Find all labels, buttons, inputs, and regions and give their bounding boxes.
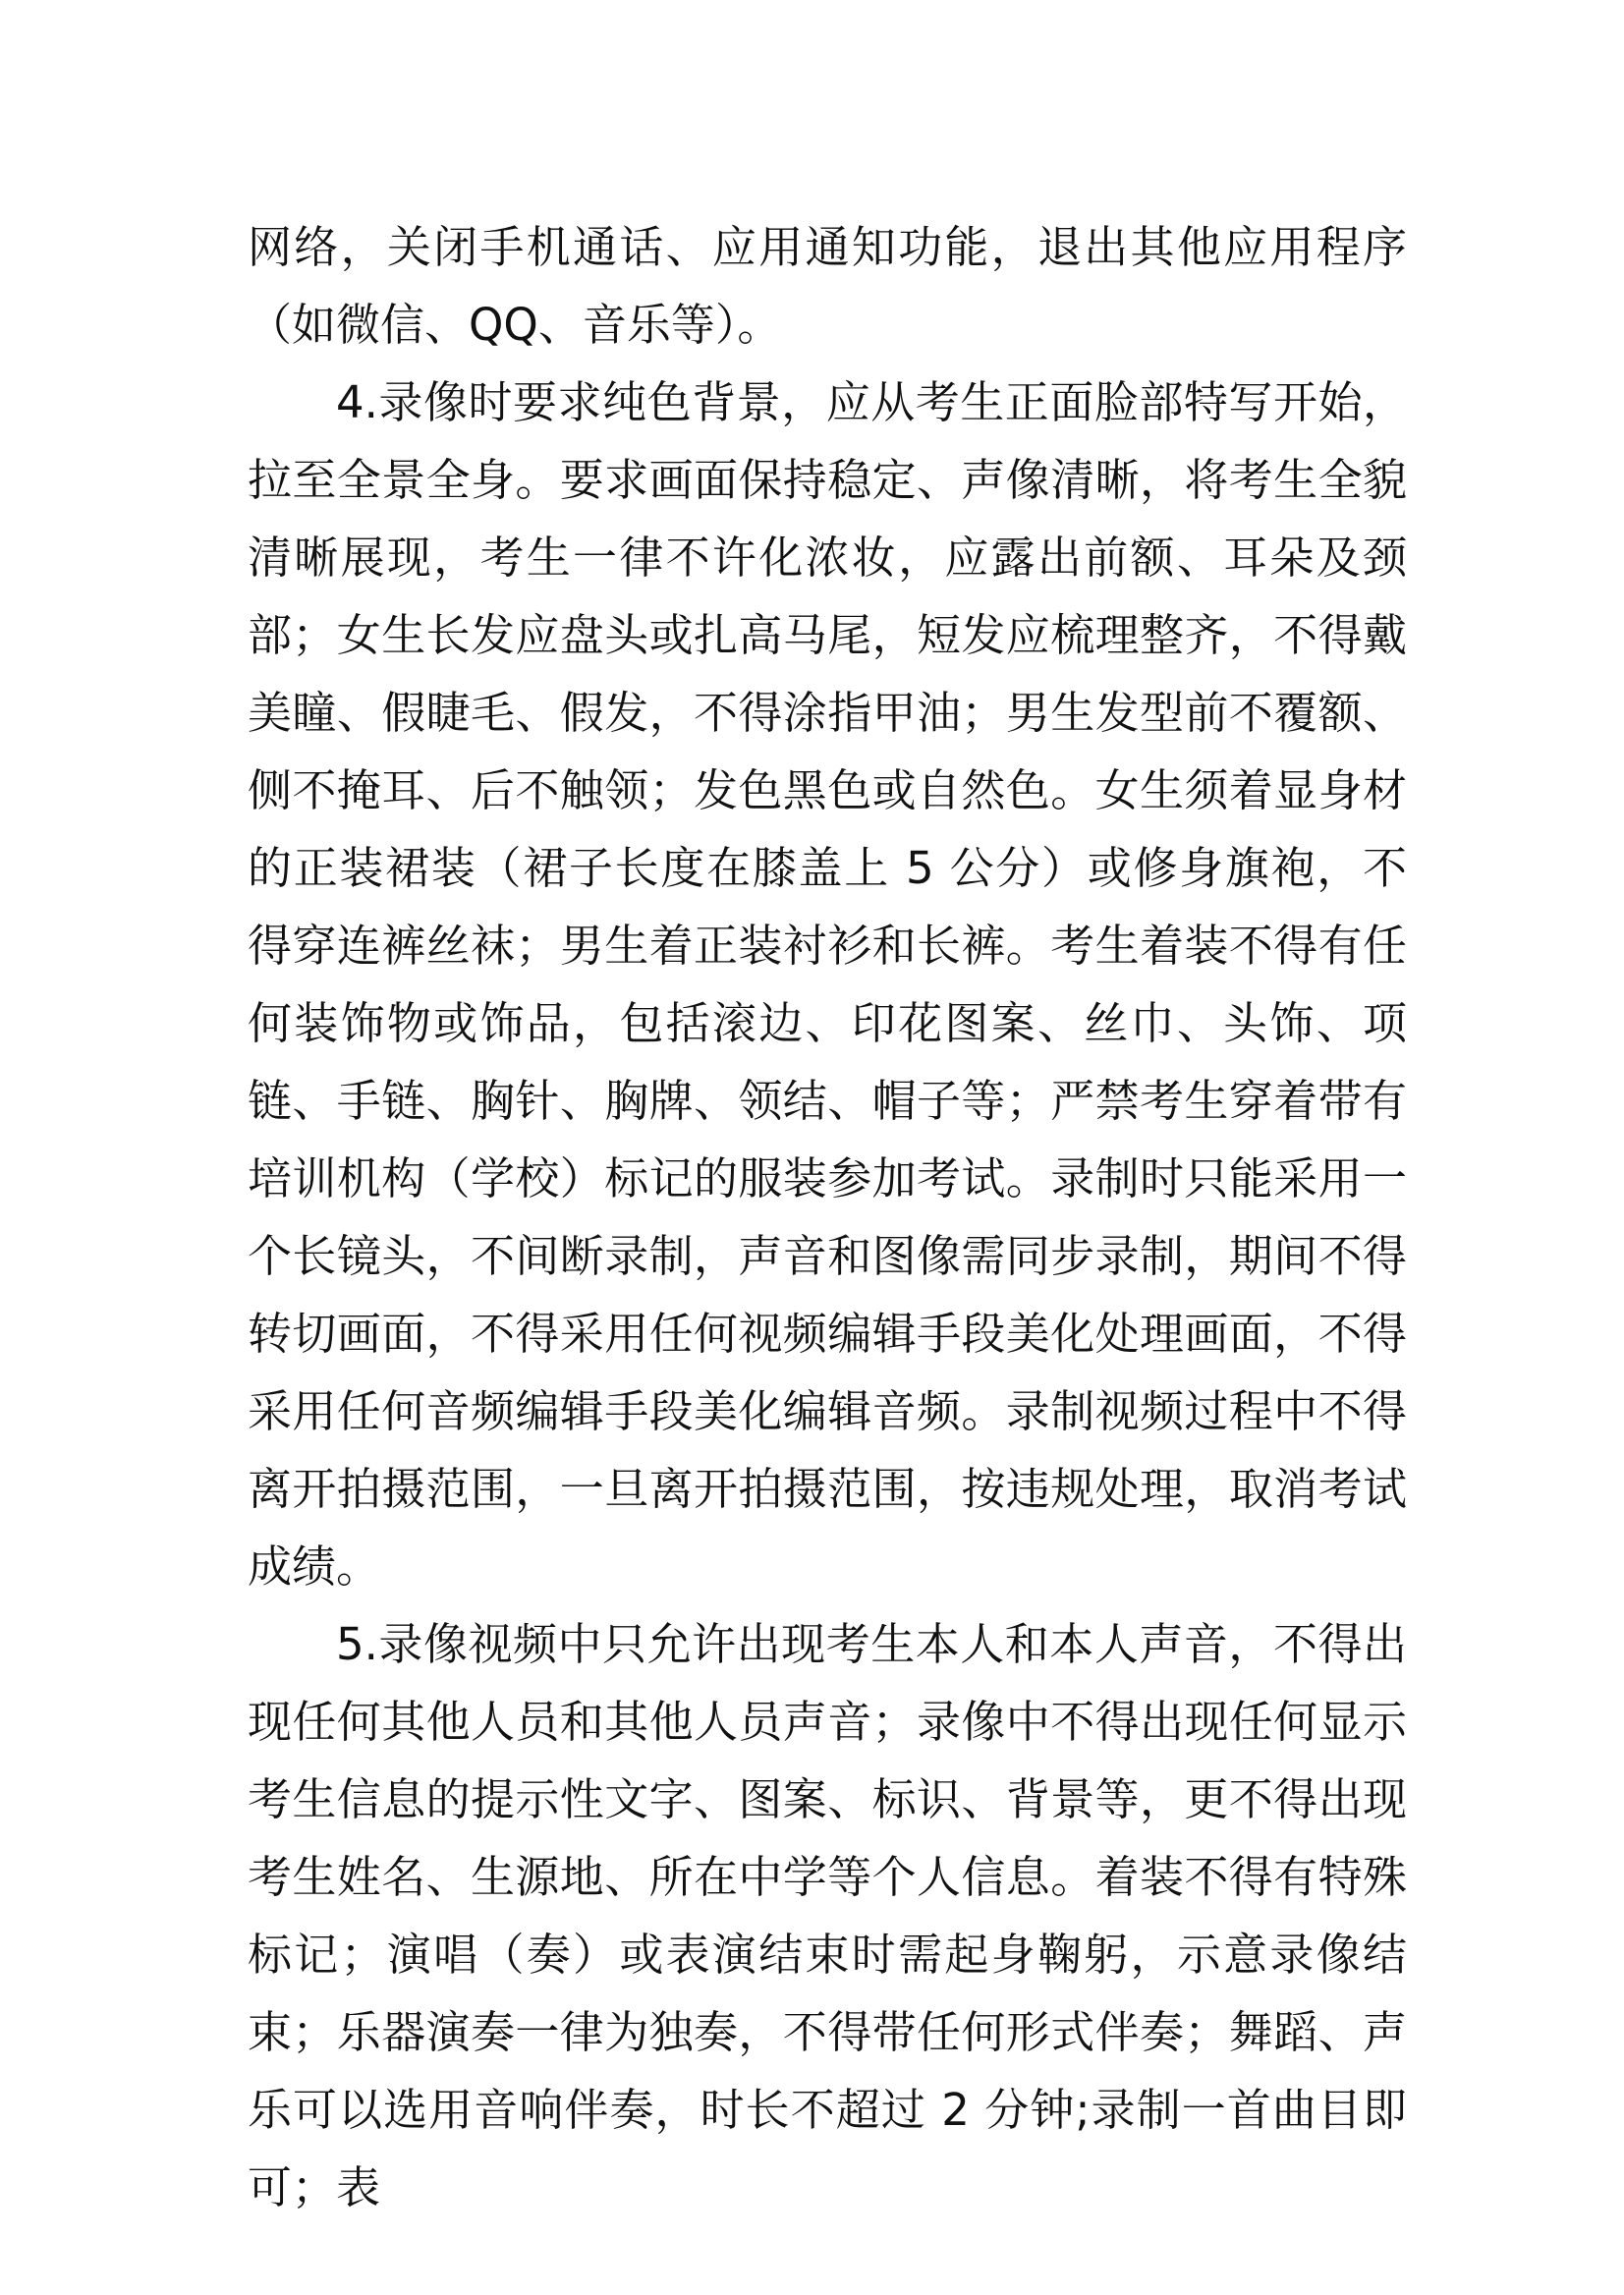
paragraph-continued: 网络，关闭手机通话、应用通知功能，退出其他应用程序（如微信、QQ、音乐等）。 [248,221,1407,351]
document-body [248,208,1407,2226]
paragraph-item-4: 4.录像时要求纯色背景，应从考生正面脸部特写开始，拉至全景全身。要求画面保持稳定、声像清晰，将考生全貌清晰展现，考生一律不许化浓妆，应露出前额、耳朵及颈部；女生长发应盘头或扎高马尾，短发应梳理整齐，不得戴美瞳、假睫毛、假发，不得涂指甲油；男生发型前不覆额、侧不掩耳、后不触领；发色黑色或自然色。女生须着显身材的正装裙装（裙子长度在膝盖上 5 公分）或修身旗袍，不得穿连裤丝袜；男生着正装衬衫和长裤。考生着装不得有任何装饰物或饰品，包括滚边、印花图案、丝巾、头饰、项链、手链、胸针、胸牌、领结、帽子等；严禁考生穿着带有培训机构（学校）标记的服装参加考试。录制时只能采用一个长镜头，不间断录制，声音和图像需同步录制，期间不得转切画面，不得采用任何视频编辑手段美化处理画面，不得采用任何音频编辑手段美化编辑音频。录制视频过程中不得离开拍摄范围，一旦离开拍摄范围，按违规处理，取消考试成绩。 [248,376,1407,1593]
paragraph-item-5: 5.录像视频中只允许出现考生本人和本人声音，不得出现任何其他人员和其他人员声音；录像中不得出现任何显示考生信息的提示性文字、图案、标识、背景等，更不得出现考生姓名、生源地、所在中学等个人信息。着装不得有特殊标记；演唱（奏）或表演结束时需起身鞠躬，示意录像结束；乐器演奏一律为独奏，不得带任何形式伴奏；舞蹈、声乐可以选用音响伴奏，时长不超过 2 分钟;录制一首曲目即可；表 [248,1618,1407,2213]
